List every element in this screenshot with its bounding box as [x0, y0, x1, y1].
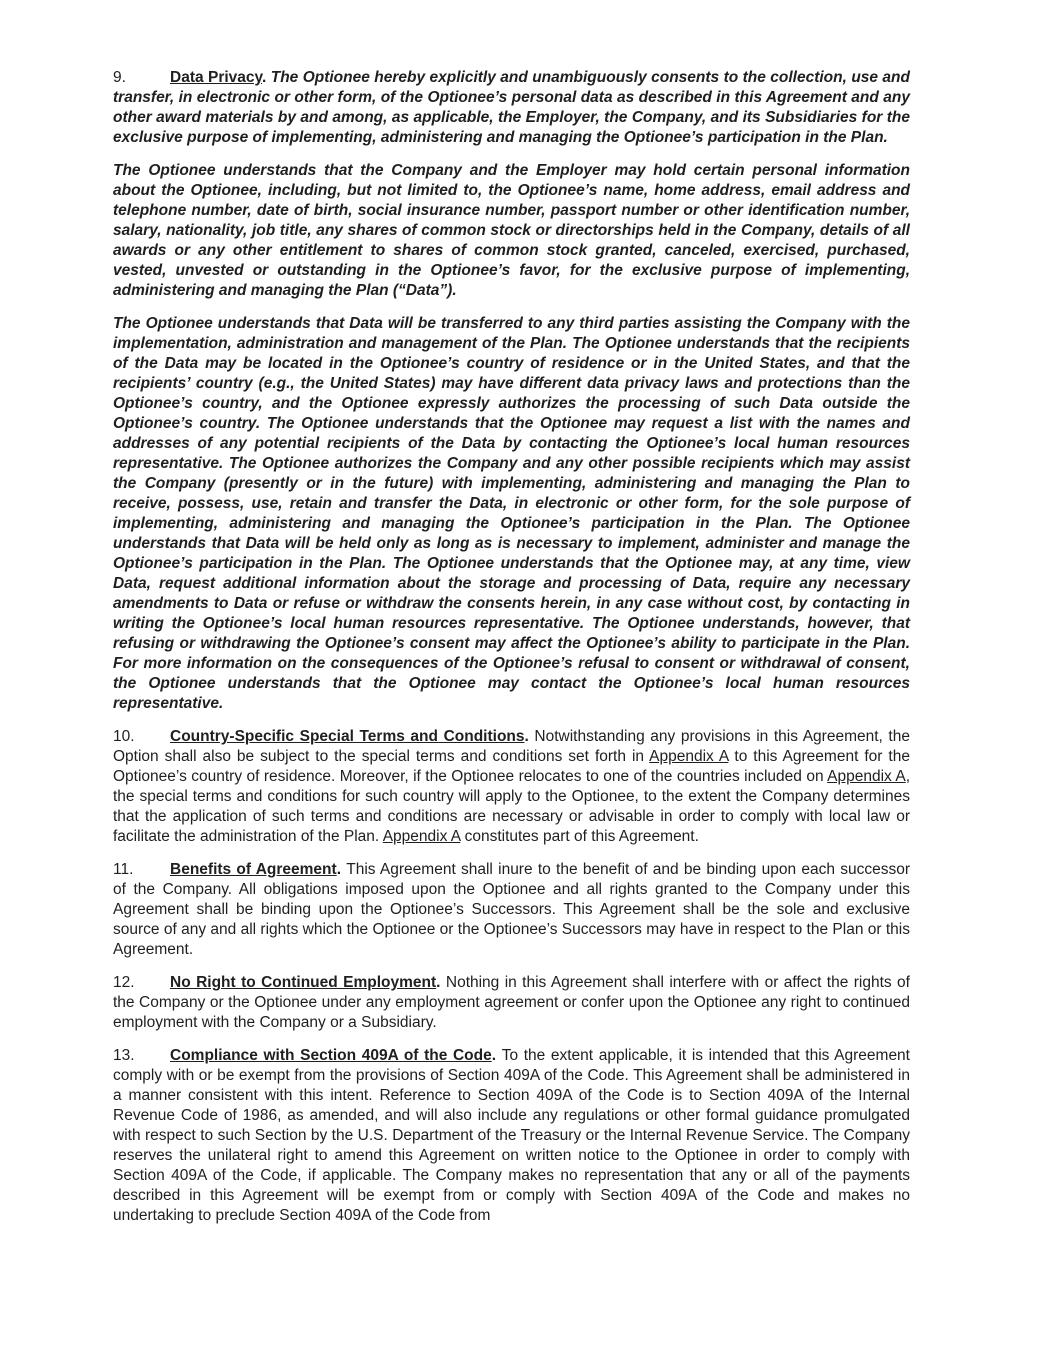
text-run: constitutes part of this Agreement.	[460, 828, 699, 845]
section-number: 9.	[113, 69, 126, 86]
section-number: 13.	[113, 1047, 135, 1064]
section-10-country-specific-terms	[113, 727, 910, 847]
text-run: The Optionee hereby explicitly and unambiguously consents to the collection, use and transfer, in electronic or other form, of the Optionee’s personal data as described in this Agreement and any other award materials by and among, as applicable, the Employer, the Company, and its Subsidiaries for the exclusive purpose of implementing, administering and managing the Optionee’s participation in the Plan.	[113, 69, 910, 146]
section-9-continuation-1	[113, 161, 910, 301]
section-12-no-right-to-continued-employment	[113, 973, 910, 1033]
section-10-heading: Country-Specific Special Terms and Conditions	[170, 728, 525, 745]
text-run: .	[262, 69, 271, 86]
section-13-compliance-409a	[113, 1046, 910, 1226]
section-9-continuation-2	[113, 314, 910, 714]
text-run: , the special terms and conditions for such country will apply to the Optionee, to the extent the Company determines that the application of such terms and conditions are necessary or advisable in order to comply with local law or facilitate the administration of the Plan.	[113, 768, 910, 845]
section-9-data-privacy	[113, 68, 910, 148]
section-9-heading: Data Privacy	[170, 69, 263, 86]
section-11-benefits-of-agreement	[113, 860, 910, 960]
text-run: to this Agreement for the Optionee’s country of residence. Moreover, if the Optionee relocates to one of the countries included on	[113, 748, 910, 785]
appendix-a-reference: Appendix A	[827, 768, 906, 785]
appendix-a-reference: Appendix A	[382, 828, 461, 845]
section-number: 12.	[113, 974, 135, 991]
text-run: .	[436, 974, 446, 991]
section-13-heading: Compliance with Section 409A of the Code	[170, 1047, 492, 1064]
text-run: To the extent applicable, it is intended that this Agreement comply with or be exempt from the provisions of Section 409A of the Code. This Agreement shall be administered in a manner consistent with this intent. Reference to Section 409A of the Code is to Section 409A of the Internal Revenue Code of 1986, as amended, and will also include any regulations or other formal guidance promulgated with respect to such Section by the U.S. Department of the Treasury or the Internal Revenue Service. The Company reserves the unilateral right to amend this Agreement on written notice to the Optionee in order to comply with Section 409A of the Code, if applicable. The Company makes no representation that any or all of the payments described in this Agreement will be exempt from or comply with Section 409A of the Code and makes no undertaking to preclude Section 409A of the Code from	[113, 1047, 910, 1224]
section-12-heading: No Right to Continued Employment	[170, 974, 437, 991]
text-run: Notwithstanding any provisions in this Agreement, the Option shall also be subject to the special terms and conditions set forth in	[113, 728, 910, 765]
section-number: 11.	[113, 861, 134, 878]
section-11-heading: Benefits of Agreement	[170, 861, 337, 878]
section-number: 10.	[113, 728, 135, 745]
appendix-a-reference: Appendix A	[649, 748, 729, 765]
document-body	[113, 68, 910, 1226]
text-run: This Agreement shall inure to the benefit of and be binding upon each successor of the Company. All obligations imposed upon the Optionee and all rights granted to the Company under this Agreement shall be binding upon the Optionee’s Successors. This Agreement shall be the sole and exclusive source of any and all rights which the Optionee or the Optionee’s Successors may have in respect to the Plan or this Agreement.	[113, 861, 910, 958]
text-run: .	[524, 728, 535, 745]
text-run: .	[336, 861, 347, 878]
text-run: Nothing in this Agreement shall interfere with or affect the rights of the Company or the Optionee under any employment agreement or confer upon the Optionee any right to continued employment with the Company or a Subsidiary.	[113, 974, 910, 1031]
text-run: The Optionee understands that the Company and the Employer may hold certain personal information about the Optionee, including, but not limited to, the Optionee’s name, home address, email address and telephone number, date of birth, social insurance number, passport number or other identification number, salary, nationality, job title, any shares of common stock or directorships held in the Company, details of all awards or any other entitlement to shares of common stock granted, canceled, exercised, purchased, vested, unvested or outstanding in the Optionee’s favor, for the exclusive purpose of implementing, administering and managing the Plan (“Data”).	[113, 162, 910, 299]
text-run: .	[491, 1047, 502, 1064]
text-run: The Optionee understands that Data will be transferred to any third parties assisting the Company with the implementation, administration and management of the Plan. The Optionee understands that the recipients of the Data may be located in the Optionee’s country of residence or in the United States, and that the recipients’ country (e.g., the United States) may have different data privacy laws and protections than the Optionee’s country, and the Optionee expressly authorizes the processing of such Data outside the Optionee’s country. The Optionee understands that the Optionee may request a list with the names and addresses of any potential recipients of the Data by contacting the Optionee’s local human resources representative. The Optionee authorizes the Company and any other possible recipients which may assist the Company (presently or in the future) with implementing, administering and managing the Plan to receive, possess, use, retain and transfer the Data, in electronic or other form, for the sole purpose of implementing, administering and managing the Optionee’s participation in the Plan. The Optionee understands that Data will be held only as long as is necessary to implement, administer and manage the Optionee’s participation in the Plan. The Optionee understands that the Optionee may, at any time, view Data, request additional information about the storage and processing of Data, require any necessary amendments to Data or refuse or withdraw the consents herein, in any case without cost, by contacting in writing the Optionee’s local human resources representative. The Optionee understands, however, that refusing or withdrawing the Optionee’s consent may affect the Optionee’s ability to participate in the Plan. For more information on the consequences of the Optionee’s refusal to consent or withdrawal of consent, the Optionee understands that the Optionee may contact the Optionee’s local human resources representative.	[113, 315, 910, 712]
